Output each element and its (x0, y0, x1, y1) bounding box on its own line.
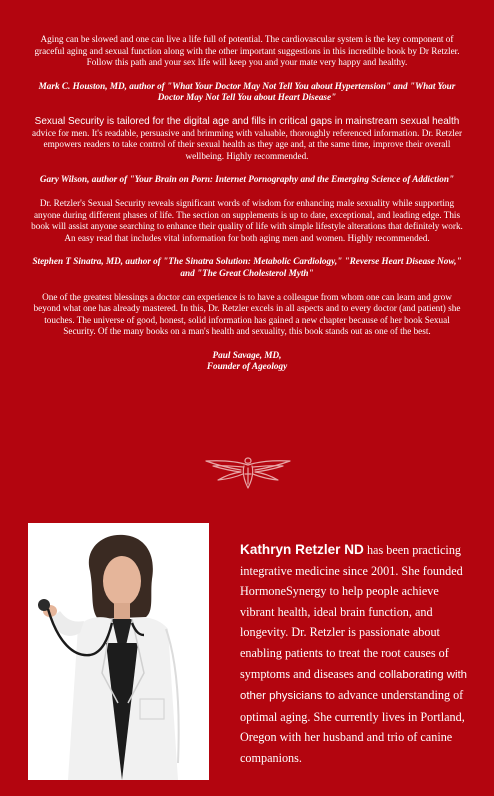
author-bio-text-1: has been practicing integrative medicine since 2001. She founded HormoneSynergy to help people achieve vibrant health, ideal brain function, and longevity. Dr. Retzler is passionate about enabling patients to treat the root causes of symptoms and diseases (240, 543, 463, 681)
author-name: Kathryn Retzler ND (240, 542, 364, 557)
endorsement-houston-text: Aging can be slowed and one can live a life full of potential. The cardiovascular system is the key component of graceful aging and sexual function along with the other important suggestions in this incredible book by Dr Retzler. Follow this path and your sex life will keep you and your mate very happy and healthy. (34, 34, 460, 68)
endorsement-wilson-text (30, 116, 464, 162)
endorsement-sinatra-attribution: Stephen T Sinatra, MD, author of "The Sinatra Solution: Metabolic Cardiology," "Reverse Heart Disease Now," and "The Great Cholesterol Myth" (32, 256, 462, 278)
endorsement-sinatra-text: Dr. Retzler's Sexual Security reveals significant words of wisdom for enhancing male sexuality while supporting anyone during different phases of life. The section on supplements is up to date, exceptional, and leading edge. This book will assist anyone searching to enhance their quality of life with simple lifestyle alterations that definitely work. An easy read that includes vital information for both aging men and women. Highly recommended. (31, 197, 463, 243)
endorsement-houston-attribution: Mark C. Houston, MD, author of "What Your Doctor May Not Tell You about Hypertension" and "What Your Doctor May Not Tell You about Heart Disease" (38, 80, 456, 103)
endorsement-wilson-body: advice for men. It's readable, persuasive and brimming with valuable, thoroughly referenced information. Dr. Retzler empowers readers to take control of their sexual health as they age and, at the same time, improve their overall wellbeing. Highly recommended. (32, 127, 462, 161)
endorsement-wilson-attribution: Gary Wilson, author of "Your Brain on Porn: Internet Pornography and the Emerging Science of Addiction" (39, 174, 455, 185)
endorsements (30, 34, 464, 373)
endorsement-savage-name: Paul Savage, MD, (212, 349, 282, 360)
endorsement-savage-text: One of the greatest blessings a doctor can experience is to have a colleague from whom one can learn and grow beyond what one has already mastered. In this, Dr. Retzler excels in all aspects and to every doctor (and patient) she touches. The universe of good, honest, solid information has gained a new chapter because of her book Sexual Security. Of the many books on a man's health and sexuality, this book stands out as one of the best. (33, 291, 461, 337)
endorsement-wilson-lead: Sexual Security is tailored for the digital age and fills in critical gaps in mainstream sexual health (34, 115, 460, 127)
author-photo (28, 523, 209, 780)
author-bio-text-3: advance understanding of optimal aging. She currently lives in Portland, Oregon with her husband and trio of canine companions. (240, 688, 465, 765)
author-bio (240, 540, 472, 769)
author-bio-text-2: and collaborating with other physicians to (240, 668, 467, 703)
endorsement-savage-title: Founder of Ageology (206, 361, 288, 372)
bird-logo-icon (203, 452, 293, 490)
endorsement-savage-attribution (30, 350, 464, 373)
